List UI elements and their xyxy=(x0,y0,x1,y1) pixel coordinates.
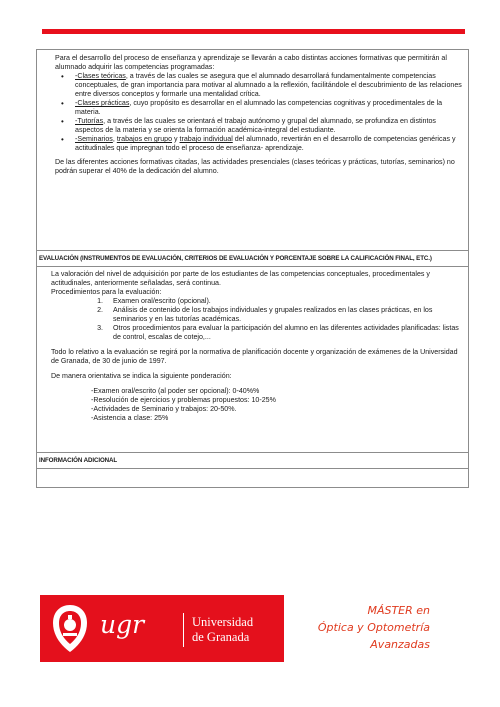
evaluation-header: EVALUACIÓN (INSTRUMENTOS DE EVALUACIÓN, CRITERIOS DE EVALUACIÓN Y PORCENTAJE SOBRE LA CALIFICACIÓN FINAL, ETC.) xyxy=(37,251,468,267)
master-title xyxy=(318,602,430,653)
item-text: , a través de las cuales se asegura que el alumnado desarrollará fundamentalmente competencias conceptuales, de gran importancia para motivar al alumnado a la reflexión, facilitándole el descubrimiento de las relaciones entre diversos conceptos y formarle una mentalidad crítica. xyxy=(75,72,462,98)
university-logo xyxy=(40,595,284,662)
list-item xyxy=(75,135,464,153)
master-line: Óptica y Optometría xyxy=(317,621,430,634)
list-item xyxy=(75,72,464,99)
item-label: -Clases teóricas xyxy=(75,72,126,80)
item-sep: y xyxy=(172,135,180,143)
item-label: -Clases prácticas xyxy=(75,99,130,107)
logo-wordmark: ugr xyxy=(100,610,145,639)
ponderacion-label: De manera orientativa se indica la siguiente ponderación: xyxy=(51,372,232,380)
ponderacion-item: -Resolución de ejercicios y problemas propuestos: 10-25% xyxy=(91,396,276,404)
item-label: trabajos en grupo xyxy=(116,135,173,143)
evaluation-cell xyxy=(37,267,468,453)
procedures-list xyxy=(41,297,464,342)
methodology-cell xyxy=(37,50,468,251)
university-line: Universidad xyxy=(192,615,254,629)
guide-table xyxy=(36,49,469,488)
ponderacion-item: -Actividades de Seminario y trabajos: 20-50%. xyxy=(91,405,237,413)
logo-divider xyxy=(183,613,184,647)
ponderacion-item: -Examen oral/escrito (al poder ser opcional): 0-40%% xyxy=(91,387,260,395)
procedures-label: Procedimientos para la evaluación: xyxy=(51,288,162,296)
item-text: , a través de las cuales se orientará el trabajo autónomo y grupal del alumnado, se profundiza en distintos aspectos de la materia y se orienta la formación académica-integral del estudiante. xyxy=(75,117,436,134)
additional-info-cell xyxy=(37,469,468,487)
ponderacion-item: -Asistencia a clase: 25% xyxy=(91,414,169,422)
methodology-intro: Para el desarrollo del proceso de enseñanza y aprendizaje se llevarán a cabo distintas acciones formativas que permitirán al alumnado adquirir las competencias programadas: xyxy=(55,54,447,71)
top-red-bar xyxy=(42,29,465,34)
normativa-text: Todo lo relativo a la evaluación se regirá por la normativa de planificación docente y organización de exámenes de la Universidad de Granada, de 30 de junio de 1997. xyxy=(51,348,458,365)
evaluation-intro: La valoración del nivel de adquisición por parte de los estudiantes de las competencias conceptuales, procedimentales y actitudinales, anteriormente señaladas, será continua. xyxy=(51,270,430,287)
item-sep: , xyxy=(112,135,117,143)
university-name xyxy=(192,615,253,645)
list-item: 2. Análisis de contenido de los trabajos individuales y grupales realizados en las clases prácticas, en los seminarios y en las tutorías académicas. xyxy=(105,306,464,324)
master-line: MÁSTER en xyxy=(367,604,430,617)
item-label: trabajo individual xyxy=(179,135,233,143)
university-line: de Granada xyxy=(192,630,250,644)
list-item xyxy=(75,99,464,117)
master-line: Avanzadas xyxy=(370,638,430,651)
activity-list xyxy=(41,72,464,153)
additional-info-header: INFORMACIÓN ADICIONAL xyxy=(37,453,468,469)
item-label: -Tutorías xyxy=(75,117,104,125)
list-item xyxy=(75,117,464,135)
methodology-note: De las diferentes acciones formativas citadas, las actividades presenciales (clases teóricas y prácticas, tutorías, seminarios) no podrán superar el 40% de la dedicación del alumno. xyxy=(55,158,455,175)
list-item: 1. Examen oral/escrito (opcional). xyxy=(105,297,464,306)
list-item: 3. Otros procedimientos para evaluar la participación del alumno en las diferentes actividades planificadas: listas de control, escalas de cotejo,... xyxy=(105,324,464,342)
crest-icon xyxy=(49,603,91,654)
item-label: -Seminarios xyxy=(75,135,113,143)
item-text: , cuyo propósito es desarrollar en el alumnado las competencias cognitivas y procedimentales de la materia. xyxy=(75,99,443,116)
item-text: del alumnado, revertirán en el desarrollo de competencias genéricas y actitudinales que impregnan todo el proceso de enseñanza- aprendizaje. xyxy=(75,135,456,152)
